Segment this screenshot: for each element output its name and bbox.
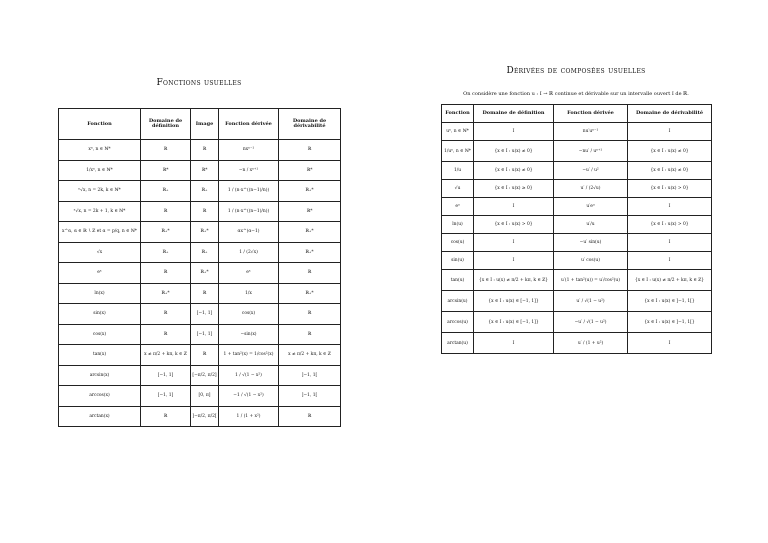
table-row (442, 270, 712, 291)
table-cell: ℝ (141, 304, 191, 325)
header-cell: Domaine de définition (141, 109, 191, 140)
table-cell: arcsin(x) (59, 365, 141, 386)
table-cell: 1 / (n·x^((n−1)/n)) (219, 181, 279, 202)
table-cell: x ≠ π/2 + kπ, k ∈ ℤ (141, 345, 191, 366)
table-cell: ℝ₊* (191, 222, 219, 243)
table-cell: {x ∈ I : u(x) > 0} (474, 216, 554, 234)
table-cell: 1/u (442, 162, 474, 180)
table-row (59, 283, 341, 304)
table-cell: I (474, 123, 554, 141)
table-cell: x^α, α ∈ ℝ ∖ ℤ et α = p/q, n ∈ ℕ* (59, 222, 141, 243)
table-cell: ℝ₊ (141, 181, 191, 202)
table-cell: u′ / (1 + u²) (554, 333, 628, 354)
table-cell: arctan(u) (442, 333, 474, 354)
table-cell: {x ∈ I : u(x) ≠ 0} (628, 141, 712, 162)
right-intro-text: On considère une fonction u : I → ℝ continue et dérivable sur un intervalle ouvert I de ℝ. (463, 91, 689, 97)
table-cell: arctan(x) (59, 406, 141, 427)
table-header-row (59, 109, 341, 140)
table-cell: ]−π/2, π/2[ (191, 406, 219, 427)
table-row (442, 123, 712, 141)
table-cell: ⁿ√x, n = 2k + 1, k ∈ ℕ* (59, 201, 141, 222)
table-cell: −u′ / √(1 − u²) (554, 312, 628, 333)
table-row (59, 324, 341, 345)
table-cell: ℝ* (191, 160, 219, 181)
table-row (59, 201, 341, 222)
table-cell: I (474, 234, 554, 252)
table-cell: ]−1, 1[ (279, 386, 341, 407)
table-cell: ℝ (141, 406, 191, 427)
header-cell: Fonction dérivée (219, 109, 279, 140)
table-cell: 1 / √(1 − x²) (219, 365, 279, 386)
table-cell: x ≠ π/2 + kπ, k ∈ ℤ (279, 345, 341, 366)
table-cell: eᵘ (442, 198, 474, 216)
table-cell: {x ∈ I : u(x) ≠ 0} (474, 162, 554, 180)
table-cell: {x ∈ I : u(x) ≠ π/2 + kπ, k ∈ ℤ} (628, 270, 712, 291)
table-cell: 1/uⁿ, n ∈ ℕ* (442, 141, 474, 162)
table-cell: {x ∈ I : u(x) ∈ [−1, 1]} (474, 291, 554, 312)
table-cell: 1 / (2√x) (219, 242, 279, 263)
table-cell: ℝ₊* (191, 263, 219, 284)
table-row (59, 345, 341, 366)
table-cell: sin(x) (59, 304, 141, 325)
table-header-row (442, 105, 712, 123)
table-cell: {x ∈ I : u(x) > 0} (628, 216, 712, 234)
table-cell: 1/x (219, 283, 279, 304)
table-row (442, 234, 712, 252)
table-cell: ℝ (141, 140, 191, 161)
table-cell: ℝ (191, 283, 219, 304)
table-row (59, 242, 341, 263)
table-cell: ℝ (141, 324, 191, 345)
table-cell: {x ∈ I : u(x) > 0} (628, 180, 712, 198)
right-section-title: Dérivées de composées usuelles (506, 66, 646, 76)
table-cell: 1 / (n·x^((n−1)/n)) (219, 201, 279, 222)
table-cell: ℝ* (279, 160, 341, 181)
header-cell: Image (191, 109, 219, 140)
table-cell: −n / xⁿ⁺¹ (219, 160, 279, 181)
table-cell: ℝ (279, 263, 341, 284)
table-cell: cos(x) (219, 304, 279, 325)
header-cell: Domaine de dérivabilité (628, 105, 712, 123)
table-row (59, 365, 341, 386)
table-cell: ℝ₊* (279, 181, 341, 202)
table-cell: ℝ (279, 140, 341, 161)
table-row (59, 386, 341, 407)
table-cell: ℝ₊ (141, 242, 191, 263)
table-cell: ℝ₊* (279, 222, 341, 243)
table-cell: xⁿ, n ∈ ℕ* (59, 140, 141, 161)
table-row (442, 216, 712, 234)
table-cell: ℝ₊* (141, 222, 191, 243)
table-cell: I (474, 198, 554, 216)
table-cell: cos(x) (59, 324, 141, 345)
table-cell: ℝ₊ (191, 242, 219, 263)
table-cell: I (628, 123, 712, 141)
table-row (442, 162, 712, 180)
table-cell: ℝ₊* (279, 242, 341, 263)
table-cell: ⁿ√x, n = 2k, k ∈ ℕ* (59, 181, 141, 202)
table-row (59, 406, 341, 427)
table-cell: αx^(α−1) (219, 222, 279, 243)
header-cell: Fonction dérivée (554, 105, 628, 123)
table-cell: −u′ sin(u) (554, 234, 628, 252)
header-cell: Domaine de définition (474, 105, 554, 123)
table-cell: eˣ (59, 263, 141, 284)
table-row (442, 252, 712, 270)
table-cell: I (628, 198, 712, 216)
table-row (59, 222, 341, 243)
table-cell: ℝ (279, 304, 341, 325)
table-row (59, 304, 341, 325)
table-cell: I (628, 234, 712, 252)
table-cell: eˣ (219, 263, 279, 284)
table-row (59, 140, 341, 161)
table-row (442, 312, 712, 333)
table-cell: arcsin(u) (442, 291, 474, 312)
header-cell: Fonction (59, 109, 141, 140)
table-cell: {x ∈ I : u(x) ∈ ]−1, 1[} (628, 291, 712, 312)
table-cell: I (628, 333, 712, 354)
table-cell: ℝ* (141, 160, 191, 181)
table-cell: ℝ₊* (279, 283, 341, 304)
table-cell: {x ∈ I : u(x) ≠ π/2 + kπ, k ∈ ℤ} (474, 270, 554, 291)
table-row (59, 160, 341, 181)
table-cell: ln(u) (442, 216, 474, 234)
table-row (442, 333, 712, 354)
table-cell: {x ∈ I : u(x) ∈ ]−1, 1[} (628, 312, 712, 333)
table-row (59, 263, 341, 284)
left-section-title: Fonctions usuelles (156, 78, 242, 88)
table-cell: −sin(x) (219, 324, 279, 345)
table-cell: I (474, 252, 554, 270)
table-cell: {x ∈ I : u(x) ≠ 0} (628, 162, 712, 180)
table-cell: ℝ (141, 263, 191, 284)
table-cell: {x ∈ I : u(x) ≥ 0} (474, 180, 554, 198)
table-cell: ℝ (279, 324, 341, 345)
table-cell: arccos(x) (59, 386, 141, 407)
table-cell: 1 / (1 + x²) (219, 406, 279, 427)
table-cell: u′(1 + tan²(u)) = u′/cos²(u) (554, 270, 628, 291)
table-cell: 1/xⁿ, n ∈ ℕ* (59, 160, 141, 181)
table-cell: {x ∈ I : u(x) ≠ 0} (474, 141, 554, 162)
table-cell: ℝ₊* (141, 283, 191, 304)
table-cell: u′ / √(1 − u²) (554, 291, 628, 312)
table-cell: [0, π] (191, 386, 219, 407)
table-cell: cos(u) (442, 234, 474, 252)
table-cell: ]−1, 1[ (279, 365, 341, 386)
table-cell: arccos(u) (442, 312, 474, 333)
table-cell: sin(u) (442, 252, 474, 270)
table-row (442, 198, 712, 216)
table-row (442, 291, 712, 312)
table-cell: −1 / √(1 − x²) (219, 386, 279, 407)
table-cell: u′eᵘ (554, 198, 628, 216)
table-cell: u′ cos(u) (554, 252, 628, 270)
table-cell: u′ / (2√u) (554, 180, 628, 198)
usual-functions-table (58, 108, 341, 427)
table-cell: {x ∈ I : u(x) ∈ [−1, 1]} (474, 312, 554, 333)
table-cell: [−π/2, π/2] (191, 365, 219, 386)
table-cell: [−1, 1] (191, 324, 219, 345)
table-cell: I (628, 252, 712, 270)
table-cell: ℝ (191, 201, 219, 222)
table-cell: ℝ* (279, 201, 341, 222)
header-cell: Fonction (442, 105, 474, 123)
table-cell: tan(u) (442, 270, 474, 291)
table-cell: ℝ (279, 406, 341, 427)
table-cell: ℝ (141, 201, 191, 222)
table-cell: ℝ (191, 140, 219, 161)
table-cell: nu′uⁿ⁻¹ (554, 123, 628, 141)
table-cell: −u′ / u² (554, 162, 628, 180)
table-row (442, 180, 712, 198)
table-cell: ℝ₊ (191, 181, 219, 202)
table-cell: 1 + tan²(x) = 1/cos²(x) (219, 345, 279, 366)
table-row (59, 181, 341, 202)
table-cell: [−1, 1] (191, 304, 219, 325)
table-cell: ℝ (191, 345, 219, 366)
table-cell: I (474, 333, 554, 354)
table-cell: nxⁿ⁻¹ (219, 140, 279, 161)
table-cell: uⁿ, n ∈ ℕ* (442, 123, 474, 141)
table-row (442, 141, 712, 162)
table-cell: u′/u (554, 216, 628, 234)
table-cell: −nu′ / uⁿ⁺¹ (554, 141, 628, 162)
table-cell: [−1, 1] (141, 365, 191, 386)
table-cell: ln(x) (59, 283, 141, 304)
table-cell: √x (59, 242, 141, 263)
table-cell: √u (442, 180, 474, 198)
table-cell: tan(x) (59, 345, 141, 366)
composite-derivatives-table (441, 104, 712, 354)
table-cell: [−1, 1] (141, 386, 191, 407)
header-cell: Domaine de dérivabilité (279, 109, 341, 140)
